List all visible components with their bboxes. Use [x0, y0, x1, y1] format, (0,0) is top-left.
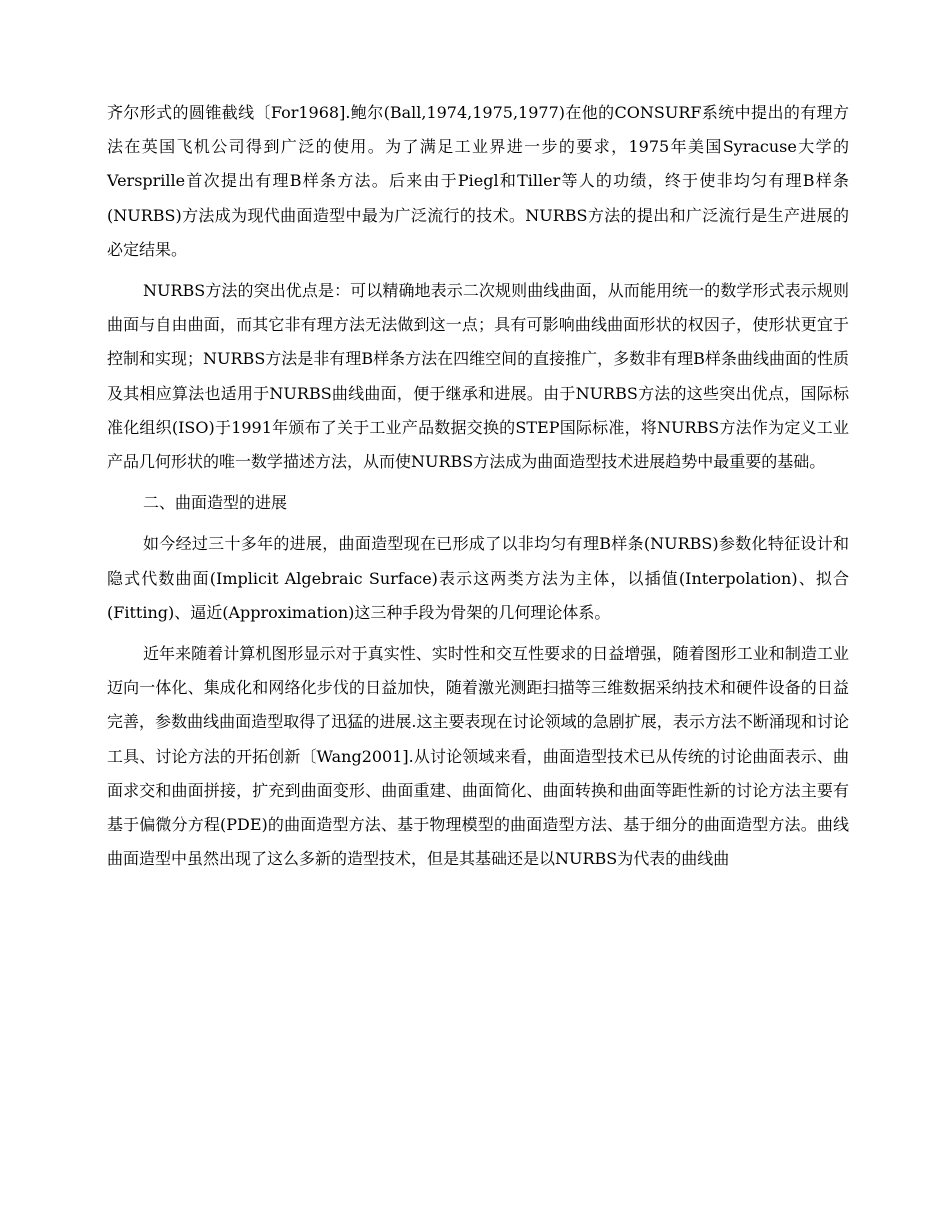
section-heading-surface-modeling-progress: 二、曲面造型的进展 [143, 493, 288, 513]
paragraph-rational-methods-history: 齐尔形式的圆锥截线〔For1968].鲍尔(Ball,1974,1975,1977)在他的CONSURF系统中提出的有理方法在英国飞机公司得到广泛的使用。为了满足工业界进一步的要求，1975年美国Syracuse大学的Versprille首次提出有理B样条方法。后来由于Piegl和Tiller等人的功绩，终于使非均匀有理B样条(NURBS)方法成为现代曲面造型中最为广泛流行的技术。NURBS方法的提出和广泛流行是生产进展的必定结果。 [107, 103, 849, 259]
paragraph-nurbs-advantages: NURBS方法的突出优点是：可以精确地表示二次规则曲线曲面，从而能用统一的数学形式表示规则曲面与自由曲面，而其它非有理方法无法做到这一点；具有可影响曲线曲面形状的权因子，使形状更宜于控制和实现；NURBS方法是非有理B样条方法在四维空间的直接推广，多数非有理B样条曲线曲面的性质及其相应算法也适用于NURBS曲线曲面，便于继承和进展。由于NURBS方法的这些突出优点，国际标准化组织(ISO)于1991年颁布了关于工业产品数据交换的STEP国际标准，将NURBS方法作为定义工业产品几何形状的唯一数学描述方法，从而使NURBS方法成为曲面造型技术进展趋势中最重要的基础。 [107, 281, 849, 472]
document-page [107, 96, 849, 883]
paragraph-current-state: 如今经过三十多年的进展，曲面造型现在已形成了以非均匀有理B样条(NURBS)参数化特征设计和隐式代数曲面(Implicit Algebraic Surface)表示这两类方法为主体，以插值(Interpolation)、拟合(Fitting)、逼近(Approximation)这三种手段为骨架的几何理论体系。 [107, 534, 849, 622]
paragraph-recent-developments: 近年来随着计算机图形显示对于真实性、实时性和交互性要求的日益增强，随着图形工业和制造工业迈向一体化、集成化和网络化步伐的日益加快，随着激光测距扫描等三维数据采纳技术和硬件设备的日益完善，参数曲线曲面造型取得了迅猛的进展.这主要表现在讨论领域的急剧扩展，表示方法不断涌现和讨论工具、讨论方法的开拓创新〔Wang2001].从讨论领域来看，曲面造型技术已从传统的讨论曲面表示、曲面求交和曲面拼接，扩充到曲面变形、曲面重建、曲面简化、曲面转换和曲面等距性新的讨论方法主要有基于偏微分方程(PDE)的曲面造型方法、基于物理模型的曲面造型方法、基于细分的曲面造型方法。曲线曲面造型中虽然出现了这么多新的造型技术，但是其基础还是以NURBS为代表的曲线曲 [107, 644, 849, 869]
